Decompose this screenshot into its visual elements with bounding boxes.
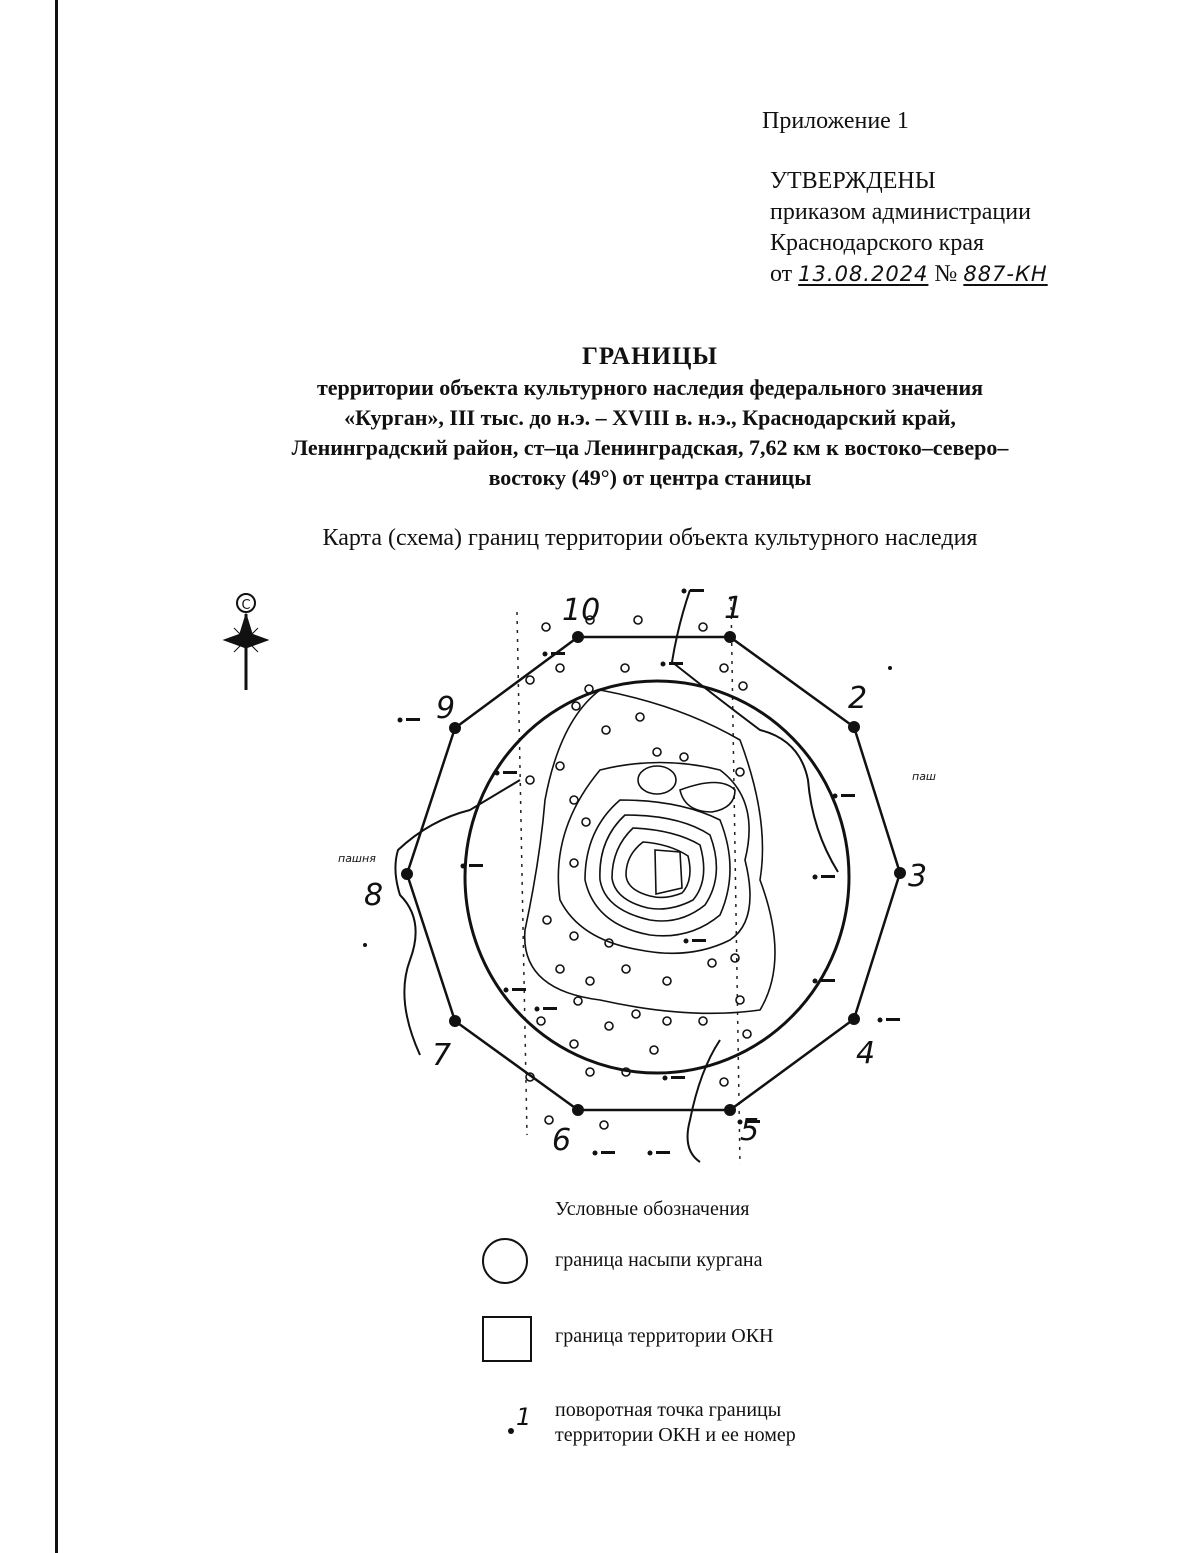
territory-boundary-legend-icon xyxy=(481,1315,533,1363)
field-edge-west xyxy=(395,780,520,1055)
turning-point-3 xyxy=(894,867,906,879)
legend-point-number: 1 xyxy=(516,1403,532,1431)
grid-line-east xyxy=(731,598,740,1165)
approval-block xyxy=(770,166,1048,290)
title-line-4: востоку (49°) от центра станицы xyxy=(488,465,812,490)
approval-date-row xyxy=(770,259,1048,290)
field-label-right: паш xyxy=(912,770,936,783)
turning-point-1 xyxy=(724,631,736,643)
turning-point-7 xyxy=(449,1015,461,1027)
turning-point-8 xyxy=(401,868,413,880)
legend-title: Условные обозначения xyxy=(555,1198,750,1220)
legend-turning-point xyxy=(555,1398,796,1448)
turning-point-5 xyxy=(724,1104,736,1116)
title-line-1: территории объекта культурного наследия федерального значения xyxy=(316,375,984,400)
approval-title: УТВЕРЖДЕНЫ xyxy=(770,168,936,194)
point-label-7: 7 xyxy=(432,1038,452,1073)
point-label-5: 5 xyxy=(740,1113,760,1148)
legend-mound-boundary: граница насыпи кургана xyxy=(555,1249,763,1271)
point-label-8: 8 xyxy=(364,878,384,913)
terrain-dots xyxy=(526,616,751,1129)
turning-point-2 xyxy=(848,721,860,733)
mound-boundary-legend-icon xyxy=(480,1236,530,1286)
order-number: 887-КН xyxy=(963,262,1048,286)
field-label-left: пашня xyxy=(338,852,376,865)
number-prefix: № xyxy=(934,261,958,287)
title-line-2: «Курган», III тыс. до н.э. – XVIII в. н.э., Краснодарский край, xyxy=(344,405,956,430)
boundary-map xyxy=(0,560,1200,1180)
title-line-3: Ленинградский район, ст–ца Ленинградская, 7,62 км к востоко–северо– xyxy=(291,435,1009,460)
document-title xyxy=(200,343,1100,493)
approval-line-1: приказом администрации xyxy=(770,199,1031,225)
field-edge-east xyxy=(672,590,838,872)
legend-turning-point-line-2: территории ОКН и ее номер xyxy=(555,1424,796,1446)
appendix-label: Приложение 1 xyxy=(762,108,909,134)
mound-boundary xyxy=(465,681,849,1073)
point-label-10: 10 xyxy=(562,593,601,628)
point-label-2: 2 xyxy=(848,681,868,716)
territory-boundary xyxy=(407,637,900,1110)
date-prefix: от xyxy=(770,261,793,287)
field-edge-south xyxy=(688,1040,720,1162)
point-label-6: 6 xyxy=(552,1123,572,1158)
turning-point-6 xyxy=(572,1104,584,1116)
turning-point-10 xyxy=(572,631,584,643)
turning-point-legend-icon xyxy=(500,1395,540,1445)
compass-letter: С xyxy=(241,598,251,613)
point-label-4: 4 xyxy=(856,1036,876,1071)
point-label-3: 3 xyxy=(908,859,928,894)
title-heading: ГРАНИЦЫ xyxy=(582,343,718,370)
point-label-1: 1 xyxy=(724,591,744,626)
grid-line-west xyxy=(517,612,527,1135)
legend-turning-point-line-1: поворотная точка границы xyxy=(555,1399,782,1421)
approval-line-2: Краснодарского края xyxy=(770,230,985,256)
legend-territory-boundary: граница территории ОКН xyxy=(555,1325,774,1347)
north-arrow-icon xyxy=(224,594,268,690)
order-date: 13.08.2024 xyxy=(798,262,929,286)
turning-point-4 xyxy=(848,1013,860,1025)
map-subtitle: Карта (схема) границ территории объекта культурного наследия xyxy=(322,525,978,551)
point-label-9: 9 xyxy=(436,691,456,726)
